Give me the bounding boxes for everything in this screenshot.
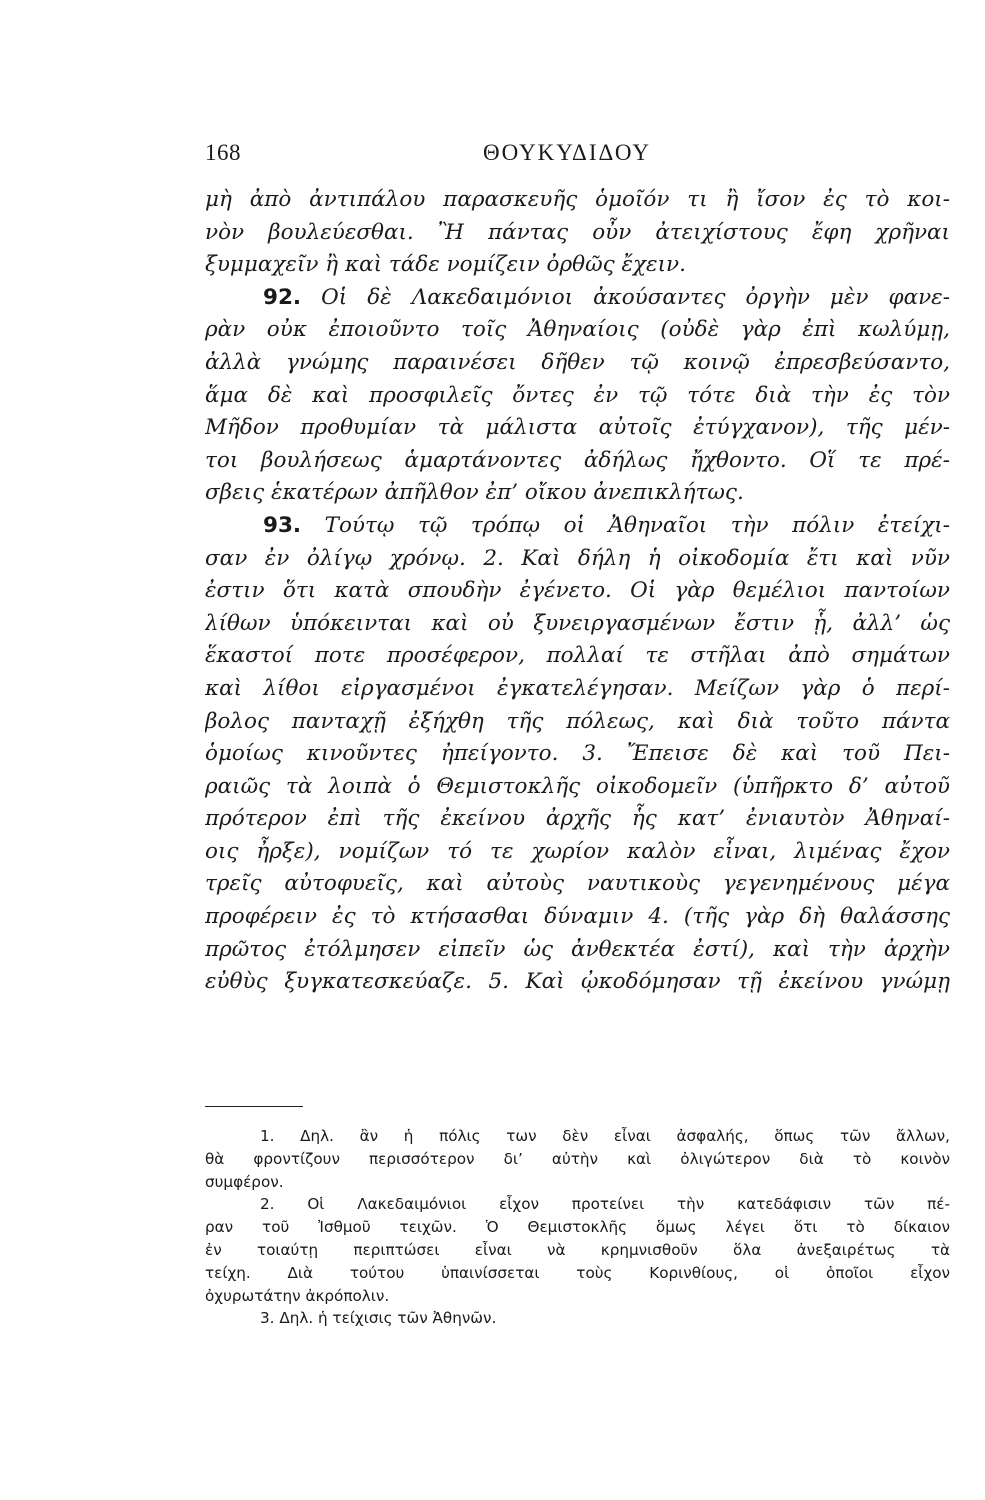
text-line: ξυμμαχεῖν ἢ καὶ τάδε νομίζειν ὀρθῶς ἔχειν. — [205, 252, 686, 278]
text-line: Μῆδον προθυμίαν τὰ μάλιστα αὐτοῖς ἐτύγχανον), τῆς μέν- — [205, 415, 950, 441]
text-line: βολος πανταχῇ ἐξήχθη τῆς πόλεως, καὶ διὰ τοῦτο πάντα — [205, 708, 950, 734]
text-line: τρεῖς αὐτοφυεῖς, καὶ αὐτοὺς ναυτικοὺς γεγενημένους μέγα — [205, 871, 950, 897]
text-line: ραιῶς τὰ λοιπὰ ὁ Θεμιστοκλῆς οἰκοδομεῖν (ὑπῆρκτο δ’ αὐτοῦ — [205, 773, 950, 799]
text-line: οις ἦρξε), νομίζων τό τε χωρίον καλὸν εἶναι, λιμένας ἔχον — [205, 838, 950, 864]
footnote-line: ραν τοῦ Ἰσθμοῦ τειχῶν. Ὁ Θεμιστοκλῆς ὅμως λέγει ὅτι τὸ δίκαιον — [205, 1218, 950, 1237]
text-line: ρὰν οὐκ ἐποιοῦντο τοῖς Ἀθηναίοις (οὐδὲ γὰρ ἐπὶ κωλύμῃ, — [205, 317, 950, 343]
page-number: 168 — [205, 140, 241, 165]
text-line: ἀλλὰ γνώμης παραινέσει δῆθεν τῷ κοινῷ ἐπρεσβεύσαντο, — [205, 349, 950, 375]
text-line: εὐθὺς ξυγκατεσκεύαζε. 5. Καὶ ᾠκοδόμησαν τῇ ἐκείνου γνώμῃ — [205, 969, 950, 995]
footnote-line: ἐν τοιαύτῃ περιπτώσει εἶναι νὰ κρημνισθοῦν ὅλα ἀνεξαιρέτως τὰ — [205, 1240, 950, 1259]
footnote-line: τείχη. Διὰ τούτου ὑπαινίσσεται τοὺς Κορινθίους, οἱ ὁποῖοι εἶχον — [205, 1263, 950, 1282]
footnote-divider — [205, 1106, 303, 1107]
text-line: ἅμα δὲ καὶ προσφιλεῖς ὄντες ἐν τῷ τότε διὰ τὴν ἐς τὸν — [205, 382, 950, 408]
text-line-content: Τούτῳ τῷ τρόπῳ οἱ Ἀθηναῖοι τὴν πόλιν ἐτείχι- — [324, 512, 950, 538]
text-line: πρότερον ἐπὶ τῆς ἐκείνου ἀρχῆς ἧς κατ’ ἐνιαυτὸν Ἀθηναί- — [205, 806, 950, 832]
text-line: σαν ἐν ὀλίγῳ χρόνῳ. 2. Καὶ δήλη ἡ οἰκοδομία ἔτι καὶ νῦν — [205, 545, 950, 571]
footnote-line: 1. Δηλ. ἂν ἡ πόλις των δὲν εἶναι ἀσφαλής, ὅπως τῶν ἄλλων, — [260, 1127, 950, 1145]
page-header — [205, 140, 950, 180]
text-line: τοι βουλήσεως ἁμαρτάνοντες ἀδήλως ἤχθοντο. Οἵ τε πρέ- — [205, 447, 950, 473]
footnote-line: 3. Δηλ. ἡ τείχισις τῶν Ἀθηνῶν. — [260, 1309, 497, 1328]
text-line: καὶ λίθοι εἰργασμένοι ἐγκατελέγησαν. Μείζων γὰρ ὁ περί- — [205, 675, 950, 701]
footnote-line: ὀχυρωτάτην ἀκρόπολιν. — [205, 1286, 390, 1305]
footnote-line: 2. Οἱ Λακεδαιμόνιοι εἶχον προτείνει τὴν κατεδάφισιν τῶν πέ- — [260, 1195, 950, 1214]
text-line: πρῶτος ἐτόλμησεν εἰπεῖν ὡς ἀνθεκτέα ἐστί), καὶ τὴν ἀρχὴν — [205, 936, 950, 962]
main-text — [205, 184, 950, 999]
text-line-content: Οἱ δὲ Λακεδαιμόνιοι ἀκούσαντες ὀργὴν μὲν φανε- — [321, 284, 950, 310]
text-line — [205, 510, 950, 543]
text-line: ὁμοίως κινοῦντες ἠπείγοντο. 3. Ἔπεισε δὲ καὶ τοῦ Πει- — [205, 741, 950, 767]
section-number-92: 92. — [263, 284, 302, 310]
text-line: μὴ ἀπὸ ἀντιπάλου παρασκευῆς ὁμοῖόν τι ἢ ἴσον ἐς τὸ κοι- — [205, 187, 950, 212]
text-line — [205, 282, 950, 315]
text-line: λίθων ὑπόκεινται καὶ οὐ ξυνειργασμένων ἔστιν ᾗ, ἀλλ’ ὡς — [205, 610, 950, 636]
text-line: σβεις ἑκατέρων ἀπῆλθον ἐπ’ οἴκου ἀνεπικλήτως. — [205, 480, 744, 506]
text-line: ἕκαστοί ποτε προσέφερον, πολλαί τε στῆλαι ἀπὸ σημάτων — [205, 643, 950, 669]
text-line: ἐστιν ὅτι κατὰ σπουδὴν ἐγένετο. Οἱ γὰρ θεμέλιοι παντοίων — [205, 578, 950, 604]
footnote-line: συμφέρον. — [205, 1172, 284, 1191]
footnote-line: θὰ φροντίζουν περισσότερον δι’ αὐτὴν καὶ ὀλιγώτερον διὰ τὸ κοινὸν — [205, 1149, 950, 1168]
text-line: προφέρειν ἐς τὸ κτήσασθαι δύναμιν 4. (τῆς γὰρ δὴ θαλάσσης — [205, 904, 950, 930]
text-line: νὸν βουλεύεσθαι. Ἢ πάντας οὖν ἀτειχίστους ἔφη χρῆναι — [205, 219, 950, 245]
section-number-93: 93. — [263, 512, 302, 538]
footnotes — [205, 1125, 950, 1330]
running-head: ΘΟΥΚΥΔΙΔΟΥ — [483, 140, 651, 165]
